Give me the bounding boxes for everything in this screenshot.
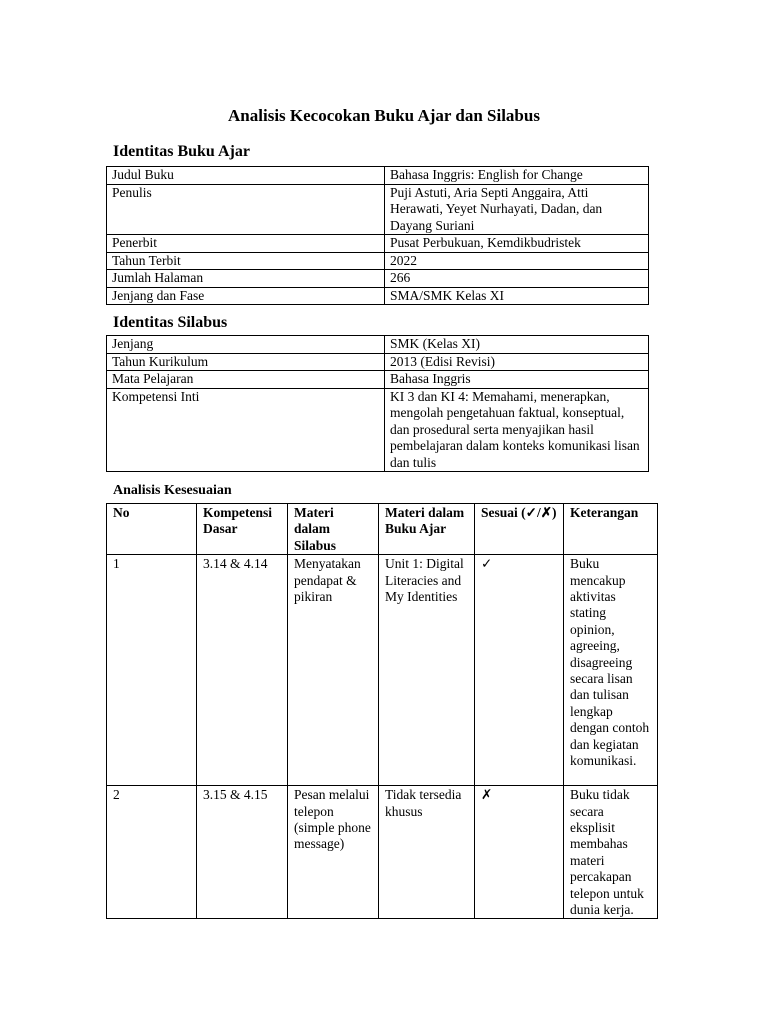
cell-materi-buku: Tidak tersedia khusus — [379, 786, 475, 919]
book-identity-table — [106, 166, 649, 305]
row-value: SMK (Kelas XI) — [385, 336, 649, 354]
row-label: Penulis — [107, 184, 385, 235]
table-row — [107, 371, 649, 389]
table-header-row — [107, 504, 658, 555]
cell-keterangan: Buku mencakup aktivitas stating opinion, agreeing, disagreeing secara lisan dan tulisan lengkap dengan contoh dan kegiatan komunikasi. — [564, 555, 658, 786]
row-label: Jumlah Halaman — [107, 270, 385, 288]
document-title: Analisis Kecocokan Buku Ajar dan Silabus — [228, 106, 540, 125]
table-row — [107, 555, 658, 786]
syllabus-identity-table — [106, 335, 649, 472]
cell-no: 1 — [107, 555, 197, 786]
row-label: Jenjang dan Fase — [107, 287, 385, 305]
table-row — [107, 252, 649, 270]
row-value: Bahasa Inggris — [385, 371, 649, 389]
table-row — [107, 184, 649, 235]
table-row — [107, 270, 649, 288]
cell-kompetensi-dasar: 3.15 & 4.15 — [197, 786, 288, 919]
row-value: KI 3 dan KI 4: Memahami, menerapkan, mengolah pengetahuan faktual, konseptual, dan prosedural serta menyajikan hasil pembelajaran dalam konteks komunikasi lisan dan tulis — [385, 388, 649, 472]
column-header: Materi dalam Silabus — [288, 504, 379, 555]
analysis-table — [106, 503, 658, 919]
cell-materi-buku: Unit 1: Digital Literacies and My Identities — [379, 555, 475, 786]
row-label: Tahun Kurikulum — [107, 353, 385, 371]
row-label: Jenjang — [107, 336, 385, 354]
book-identity-heading: Identitas Buku Ajar — [113, 143, 250, 160]
row-label: Judul Buku — [107, 167, 385, 185]
row-value: SMA/SMK Kelas XI — [385, 287, 649, 305]
row-value: 2022 — [385, 252, 649, 270]
row-value: 2013 (Edisi Revisi) — [385, 353, 649, 371]
check-icon: ✓ — [475, 555, 564, 786]
column-header: Sesuai (✓/✗) — [475, 504, 564, 555]
table-row — [107, 786, 658, 919]
row-value: Bahasa Inggris: English for Change — [385, 167, 649, 185]
column-header: No — [107, 504, 197, 555]
row-value: 266 — [385, 270, 649, 288]
column-header: Keterangan — [564, 504, 658, 555]
cell-materi-silabus: Pesan melalui telepon (simple phone message) — [288, 786, 379, 919]
cell-keterangan: Buku tidak secara eksplisit membahas materi percakapan telepon untuk dunia kerja. — [564, 786, 658, 919]
cell-no: 2 — [107, 786, 197, 919]
syllabus-identity-heading: Identitas Silabus — [113, 314, 228, 331]
table-row — [107, 235, 649, 253]
row-label: Mata Pelajaran — [107, 371, 385, 389]
table-row — [107, 388, 649, 472]
cross-icon: ✗ — [475, 786, 564, 919]
table-row — [107, 336, 649, 354]
analysis-heading: Analisis Kesesuaian — [113, 483, 232, 498]
row-label: Kompetensi Inti — [107, 388, 385, 472]
table-row — [107, 287, 649, 305]
column-header: Materi dalam Buku Ajar — [379, 504, 475, 555]
row-label: Tahun Terbit — [107, 252, 385, 270]
row-label: Penerbit — [107, 235, 385, 253]
row-value: Pusat Perbukuan, Kemdikbudristek — [385, 235, 649, 253]
cell-kompetensi-dasar: 3.14 & 4.14 — [197, 555, 288, 786]
table-row — [107, 353, 649, 371]
row-value: Puji Astuti, Aria Septi Anggaira, Atti Herawati, Yeyet Nurhayati, Dadan, dan Dayang Suriani — [385, 184, 649, 235]
cell-materi-silabus: Menyatakan pendapat & pikiran — [288, 555, 379, 786]
table-row — [107, 167, 649, 185]
column-header: Kompetensi Dasar — [197, 504, 288, 555]
